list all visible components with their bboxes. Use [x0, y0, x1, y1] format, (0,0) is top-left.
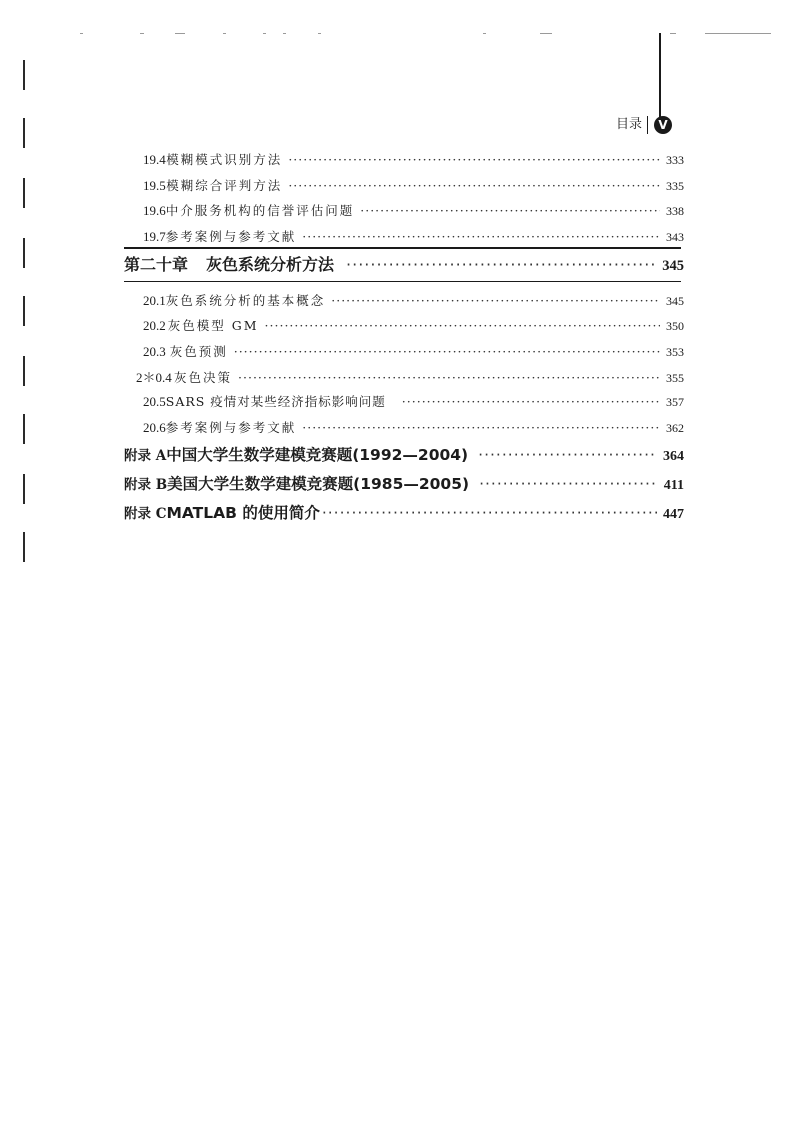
toc-entry-number: 19.5 [143, 178, 166, 193]
scan-dot [483, 33, 486, 34]
scan-dot [705, 33, 771, 34]
dot-leader [360, 203, 660, 218]
scan-margin-mark [23, 356, 25, 386]
appendix-label: 附录 B [124, 477, 168, 493]
toc-entry-title: 灰色模型 GM [167, 318, 259, 333]
scan-margin-mark [23, 178, 25, 208]
toc-entry-page: 335 [666, 179, 684, 193]
dot-leader [346, 255, 656, 274]
toc-entry-page: 362 [666, 421, 684, 435]
toc-entry-page: 357 [666, 395, 684, 409]
toc-entry [136, 367, 684, 386]
toc-entry [143, 150, 684, 168]
toc-entry-title: 参考案例与参考文献 [165, 229, 297, 244]
toc-entry-page: 343 [666, 230, 684, 244]
toc-entry-title: 灰色预测 [169, 344, 228, 359]
chapter-page: 345 [662, 258, 684, 274]
toc-entry [143, 392, 684, 410]
dot-leader [234, 344, 660, 359]
toc-appendix-entry [124, 472, 684, 494]
toc-entry-title: 灰色系统分析的基本概念 [165, 293, 326, 308]
toc-appendix-entry [124, 443, 684, 465]
toc-entry-page: 333 [666, 153, 684, 167]
running-head [616, 114, 672, 136]
scan-dot [670, 33, 676, 34]
dot-leader [322, 504, 657, 522]
scan-dot [283, 33, 286, 34]
toc-entry-number: 20.3 [143, 344, 166, 359]
appendix-page: 411 [663, 478, 684, 493]
scan-dot [540, 33, 552, 34]
chapter-rule-bottom [124, 281, 681, 282]
toc-entry-page: 338 [666, 204, 684, 218]
toc-entry [143, 227, 684, 245]
appendix-title: 美国大学生数学建模竞赛题(1985—2005) [167, 475, 470, 493]
toc-entry-number: 20.2 [143, 318, 166, 333]
dot-leader [238, 370, 660, 385]
toc-entry [143, 176, 684, 194]
scan-dot [318, 33, 321, 34]
toc-entry-title: 参考案例与参考文献 [165, 420, 297, 435]
toc-entry-title: 模糊模式识别方法 [166, 152, 283, 167]
dot-leader [331, 293, 660, 308]
toc-entry-title: 中介服务机构的信誉评估问题 [165, 203, 355, 218]
scan-margin-mark [23, 118, 25, 148]
toc-appendix-entry [124, 501, 684, 523]
toc-entry-number: 2＊0.4 [136, 370, 172, 385]
scan-margin-mark [23, 414, 25, 444]
scan-margin-mark [23, 474, 25, 504]
appendix-title: MATLAB 的使用简介 [166, 504, 320, 522]
running-head-label: 目录 [616, 116, 648, 134]
toc-entry-number: 20.6 [143, 420, 166, 435]
chapter-rule-top [124, 247, 681, 249]
toc-entry-page: 353 [666, 345, 684, 359]
toc-entry-number: 19.6 [143, 203, 166, 218]
appendix-label: 附录 C [124, 506, 167, 522]
toc-chapter-entry [124, 252, 684, 275]
toc-entry-number: 19.4 [143, 152, 166, 167]
dot-leader [302, 420, 660, 435]
appendix-title: 中国大学生数学建模竞赛题(1992—2004) [166, 446, 469, 464]
scan-dot [80, 33, 83, 34]
scan-margin-mark [23, 60, 25, 90]
dot-leader [302, 229, 660, 244]
toc-entry [143, 291, 684, 309]
toc-entry-page: 345 [666, 294, 684, 308]
scan-dot [175, 33, 185, 34]
dot-leader [288, 152, 660, 167]
dot-leader [478, 446, 657, 464]
scan-dot [223, 33, 226, 34]
toc-entry-title: SARS 疫情对某些经济指标影响问题 [165, 394, 386, 409]
toc-entry-title: 模糊综合评判方法 [166, 178, 283, 193]
dot-leader [402, 394, 660, 409]
chapter-title: 灰色系统分析方法 [206, 255, 335, 274]
toc-entry-number: 20.5 [143, 394, 166, 409]
appendix-page: 364 [663, 449, 684, 464]
toc-entry-number: 19.7 [143, 229, 166, 244]
scan-margin-mark [23, 238, 25, 268]
toc-entry-page: 355 [666, 371, 684, 385]
dot-leader [479, 475, 658, 493]
chapter-number: 第二十章 [124, 255, 189, 274]
scan-dot [140, 33, 144, 34]
page-numeral-badge: V [654, 116, 672, 134]
toc-entry [143, 342, 684, 360]
dot-leader [288, 178, 660, 193]
toc-entry [143, 201, 684, 219]
scan-margin-mark [23, 296, 25, 326]
dot-leader [265, 318, 660, 333]
appendix-page: 447 [663, 507, 684, 522]
toc-entry-page: 350 [666, 319, 684, 333]
toc-entry-number: 20.1 [143, 293, 166, 308]
toc-entry-title: 灰色决策 [174, 370, 233, 385]
appendix-label: 附录 A [124, 448, 167, 464]
scan-margin-mark [23, 532, 25, 562]
toc-entry [143, 316, 684, 334]
scan-dot [263, 33, 266, 34]
toc-entry [143, 418, 684, 436]
